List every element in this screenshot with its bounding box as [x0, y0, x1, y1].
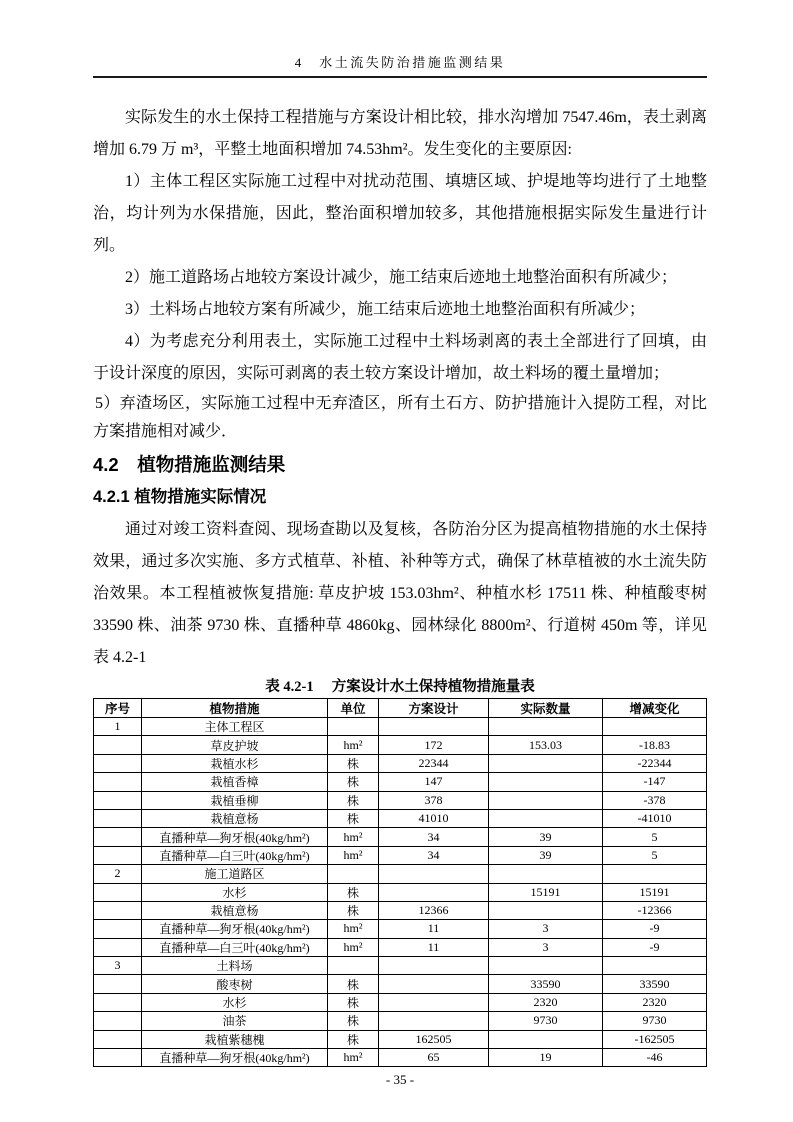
table-row — [94, 975, 707, 993]
table-row — [94, 1030, 707, 1048]
column-header-change: 增减变化 — [603, 699, 707, 718]
table-cell: 株 — [328, 1012, 379, 1030]
table-cell: 19 — [489, 1049, 603, 1067]
table-cell: 39 — [489, 828, 603, 846]
table-cell: 栽植意杨 — [142, 809, 328, 827]
table-cell: 土料场 — [142, 957, 328, 975]
running-header-title: 4 水土流失防治措施监测结果 — [294, 55, 506, 70]
table-cell: -41010 — [603, 809, 707, 827]
table-cell: 栽植紫穗槐 — [142, 1030, 328, 1048]
table-cell: 33590 — [489, 975, 603, 993]
table-cell — [94, 791, 142, 809]
table-cell: 直播种草—狗牙根(40kg/hm²) — [142, 1049, 328, 1067]
column-header-actual: 实际数量 — [489, 699, 603, 718]
table-cell — [489, 901, 603, 919]
table-cell — [94, 938, 142, 956]
table-row — [94, 993, 707, 1011]
table-cell: 油茶 — [142, 1012, 328, 1030]
table-row — [94, 791, 707, 809]
paragraph-reason-5: 5）弃渣场区，实际施工过程中无弃渣区，所有土石方、防护措施计入提防工程，对比方案措施相对减少． — [93, 395, 707, 440]
table-cell: 172 — [379, 736, 489, 754]
table-cell: -9 — [603, 920, 707, 938]
table-cell: 65 — [379, 1049, 489, 1067]
table-row — [94, 846, 707, 864]
table-cell: 5 — [603, 828, 707, 846]
table-cell: 162505 — [379, 1030, 489, 1048]
table-cell: hm² — [328, 736, 379, 754]
table-cell: -378 — [603, 791, 707, 809]
table-cell — [94, 1012, 142, 1030]
table-header-row — [94, 699, 707, 718]
table-cell: -9 — [603, 938, 707, 956]
paragraph-reason-1: 1）主体工程区实际施工过程中对扰动范围、填塘区域、护堤地等均进行了土地整治，均计列为水保措施，因此，整治面积增加较多，其他措施根据实际发生量进行计列。 — [93, 173, 707, 254]
table-cell: 水杉 — [142, 993, 328, 1011]
table-cell: 直播种草—白三叶(40kg/hm²) — [142, 846, 328, 864]
table-cell — [489, 773, 603, 791]
table-cell — [328, 865, 379, 883]
table-cell: 12366 — [379, 901, 489, 919]
paragraph-vegetation-measures: 通过对竣工资料查阅、现场查勘以及复核，各防治分区为提高植物措施的水土保持效果，通过多次实施、多方式植草、补植、补种等方式，确保了林草植被的水土流失防治效果。本工程植被恢复措施: 草皮护坡 153.03hm²、种植水杉 17511 株、种植酸枣树 33590 株、油茶 9730 株、直播种草 4860kg、园林绿化 8800m²、行道树 450m 等，详见表 4.2-1 — [93, 521, 707, 666]
table-cell: 5 — [603, 846, 707, 864]
table-cell: 33590 — [603, 975, 707, 993]
table-cell: hm² — [328, 938, 379, 956]
paragraph-intro: 实际发生的水土保持工程措施与方案设计相比较，排水沟增加 7547.46m，表土剥离增加 6.79 万 m³，平整土地面积增加 74.53hm²。发生变化的主要原因: — [93, 109, 707, 158]
paragraph-reason-4: 4）为考虑充分利用表土，实际施工过程中土料场剥离的表土全部进行了回填，由于设计深度的原因，实际可剥离的表土较方案设计增加，故土料场的覆土量增加； — [93, 333, 707, 382]
table-cell: 直播种草—狗牙根(40kg/hm²) — [142, 920, 328, 938]
table-row — [94, 773, 707, 791]
table-cell — [94, 773, 142, 791]
running-header — [93, 55, 707, 78]
table-body — [94, 718, 707, 1067]
table-cell — [379, 993, 489, 1011]
table-cell — [94, 828, 142, 846]
table-cell: 栽植意杨 — [142, 901, 328, 919]
table-cell: 株 — [328, 993, 379, 1011]
table-cell: 水杉 — [142, 883, 328, 901]
table-cell: 主体工程区 — [142, 718, 328, 736]
table-cell — [94, 883, 142, 901]
table-cell: 15191 — [603, 883, 707, 901]
table-cell: 栽植水杉 — [142, 754, 328, 772]
table-cell: 9730 — [489, 1012, 603, 1030]
table-cell — [94, 809, 142, 827]
table-cell — [489, 957, 603, 975]
table-cell: 3 — [94, 957, 142, 975]
table-cell — [94, 1049, 142, 1067]
paragraph-reason-2: 2）施工道路场占地较方案设计减少，施工结束后迹地土地整治面积有所减少； — [125, 269, 678, 286]
page-number: - 35 - — [385, 1072, 415, 1088]
table-cell: 株 — [328, 809, 379, 827]
table-cell: 株 — [328, 1030, 379, 1048]
table-cell: 3 — [489, 920, 603, 938]
table-cell: 34 — [379, 846, 489, 864]
table-cell — [489, 865, 603, 883]
table-cell: 3 — [489, 938, 603, 956]
table-cell: 株 — [328, 754, 379, 772]
table-cell — [379, 957, 489, 975]
table-cell: 153.03 — [489, 736, 603, 754]
plant-measures-table — [93, 698, 707, 1067]
table-cell — [379, 975, 489, 993]
table-cell — [379, 1012, 489, 1030]
table-row — [94, 809, 707, 827]
table-cell — [379, 883, 489, 901]
table-cell — [489, 754, 603, 772]
page-content — [93, 102, 707, 1088]
table-cell: 2 — [94, 865, 142, 883]
table-cell: 1 — [94, 718, 142, 736]
table-cell — [94, 754, 142, 772]
table-cell: 378 — [379, 791, 489, 809]
table-cell — [94, 846, 142, 864]
table-cell: -147 — [603, 773, 707, 791]
table-cell: 2320 — [603, 993, 707, 1011]
table-cell: 草皮护坡 — [142, 736, 328, 754]
table-cell — [379, 865, 489, 883]
table-row — [94, 754, 707, 772]
table-cell: 直播种草—白三叶(40kg/hm²) — [142, 938, 328, 956]
column-header-unit: 单位 — [328, 699, 379, 718]
column-header-measure: 植物措施 — [142, 699, 328, 718]
table-cell — [328, 957, 379, 975]
table-cell: 施工道路区 — [142, 865, 328, 883]
table-cell: 39 — [489, 846, 603, 864]
heading-4-2: 4.2 植物措施监测结果 — [93, 454, 286, 475]
paragraph-reason-3: 3）土料场占地较方案有所减少，施工结束后迹地土地整治面积有所减少； — [125, 301, 646, 318]
table-cell: 株 — [328, 773, 379, 791]
table-row — [94, 938, 707, 956]
table-cell: -18.83 — [603, 736, 707, 754]
table-cell: -22344 — [603, 754, 707, 772]
table-caption: 表 4.2-1 方案设计水土保持植物措施量表 — [265, 679, 535, 695]
table-cell: 22344 — [379, 754, 489, 772]
heading-4-2-1: 4.2.1 植物措施实际情况 — [93, 488, 267, 506]
table-cell: -46 — [603, 1049, 707, 1067]
table-cell: 栽植香樟 — [142, 773, 328, 791]
table-cell: hm² — [328, 1049, 379, 1067]
column-header-design: 方案设计 — [379, 699, 489, 718]
table-cell: 株 — [328, 791, 379, 809]
table-cell — [328, 718, 379, 736]
table-row — [94, 865, 707, 883]
table-cell: 株 — [328, 883, 379, 901]
column-header-index: 序号 — [94, 699, 142, 718]
table-cell: 株 — [328, 901, 379, 919]
table-cell: 2320 — [489, 993, 603, 1011]
table-cell: 酸枣树 — [142, 975, 328, 993]
table-row — [94, 901, 707, 919]
table-cell — [94, 1030, 142, 1048]
table-cell — [94, 993, 142, 1011]
table-cell — [94, 975, 142, 993]
table-cell: -12366 — [603, 901, 707, 919]
table-cell: 34 — [379, 828, 489, 846]
table-cell: 11 — [379, 920, 489, 938]
table-cell — [603, 865, 707, 883]
table-cell — [603, 718, 707, 736]
table-cell: 147 — [379, 773, 489, 791]
table-cell: hm² — [328, 828, 379, 846]
table-cell: hm² — [328, 920, 379, 938]
table-cell — [94, 901, 142, 919]
table-cell — [603, 957, 707, 975]
table-cell — [489, 791, 603, 809]
table-cell: 栽植垂柳 — [142, 791, 328, 809]
table-cell: 株 — [328, 975, 379, 993]
table-cell — [489, 1030, 603, 1048]
table-row — [94, 883, 707, 901]
table-cell — [489, 809, 603, 827]
table-cell — [94, 920, 142, 938]
table-cell: 直播种草—狗牙根(40kg/hm²) — [142, 828, 328, 846]
table-row — [94, 1012, 707, 1030]
table-cell — [94, 736, 142, 754]
table-cell: 9730 — [603, 1012, 707, 1030]
table-cell: -162505 — [603, 1030, 707, 1048]
table-cell: hm² — [328, 846, 379, 864]
table-cell — [489, 718, 603, 736]
table-row — [94, 828, 707, 846]
table-cell — [379, 718, 489, 736]
table-row — [94, 718, 707, 736]
table-row — [94, 920, 707, 938]
table-row — [94, 1049, 707, 1067]
table-row — [94, 736, 707, 754]
table-cell: 15191 — [489, 883, 603, 901]
table-cell: 11 — [379, 938, 489, 956]
table-row — [94, 957, 707, 975]
table-cell: 41010 — [379, 809, 489, 827]
